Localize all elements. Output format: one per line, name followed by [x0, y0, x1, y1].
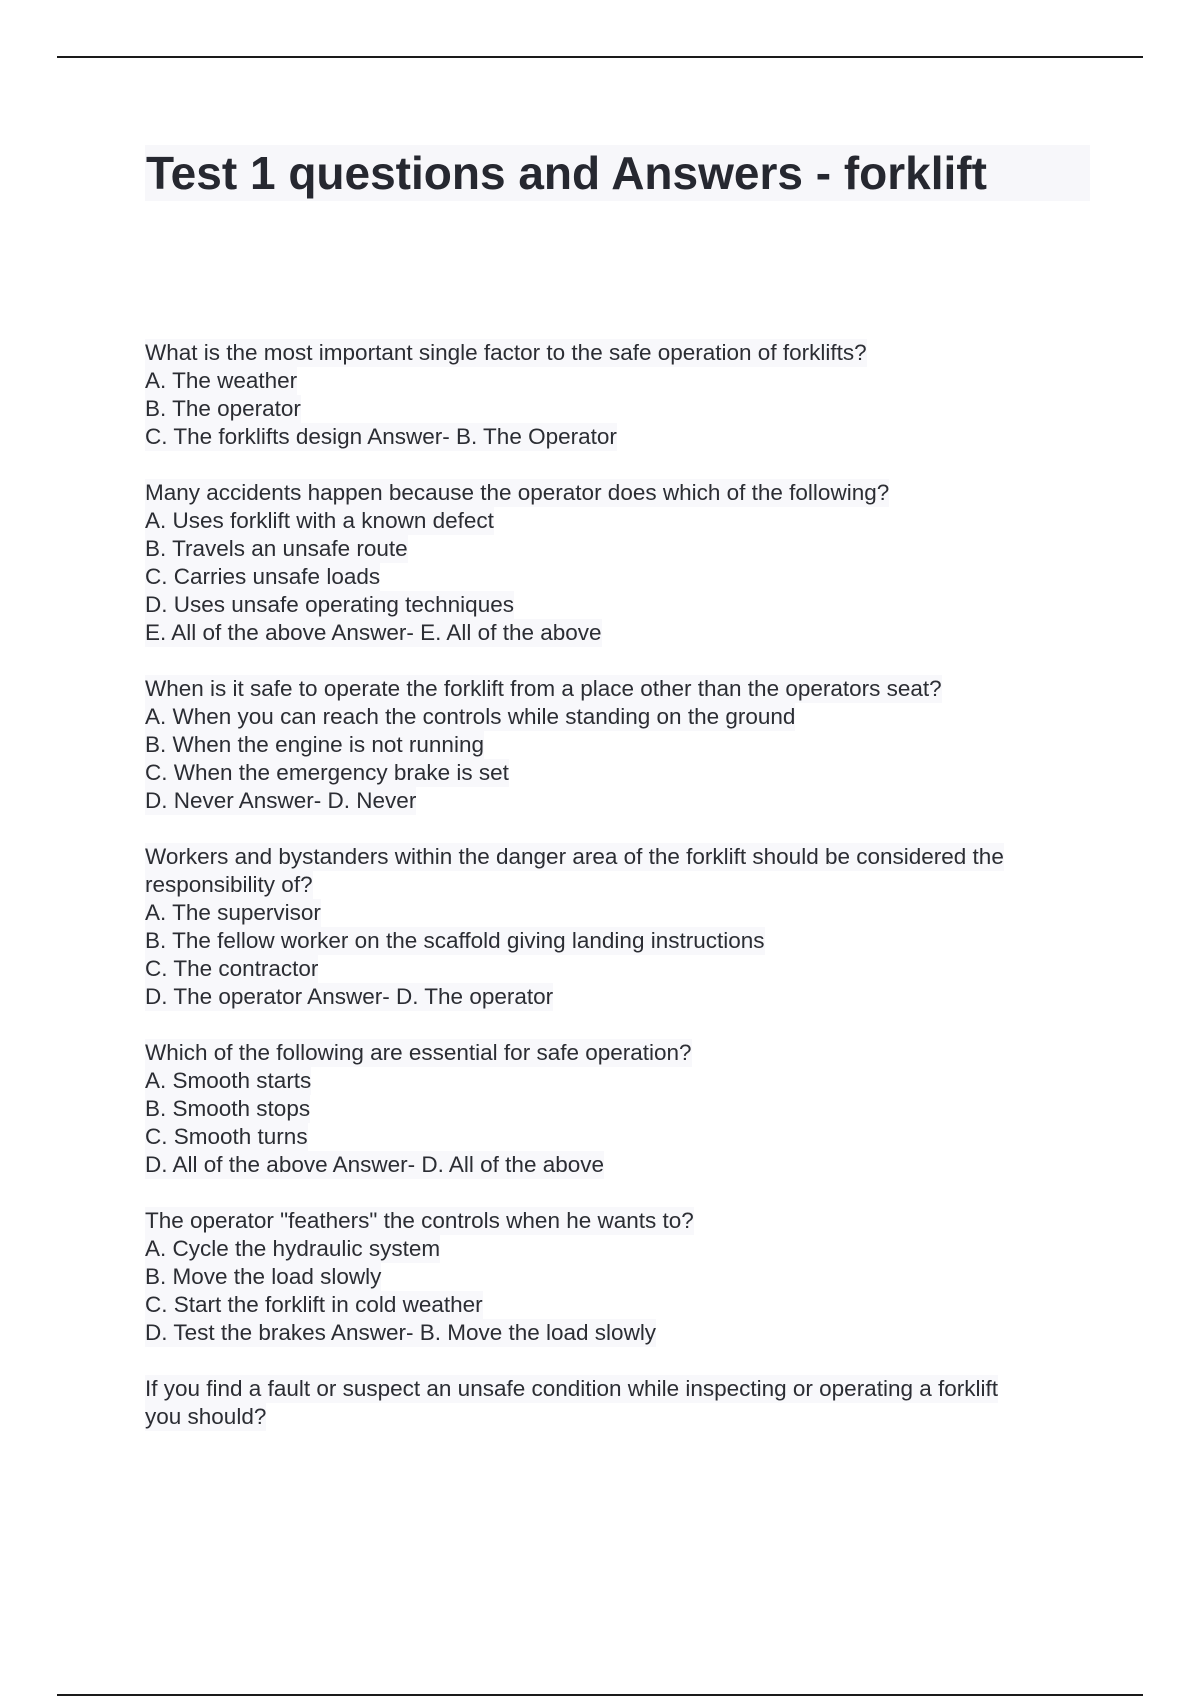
question-block: [145, 675, 1090, 815]
question-block: [145, 843, 1090, 1011]
question-text: If you find a fault or suspect an unsafe condition while inspecting or operating a forklift: [145, 1376, 999, 1401]
question-line: A. Cycle the hydraulic system: [145, 1236, 441, 1261]
document-page: [145, 145, 1090, 1429]
question-line: B. Travels an unsafe route: [145, 536, 408, 561]
question-text: Which of the following are essential for safe operation?: [145, 1040, 692, 1065]
question-block: [145, 339, 1090, 451]
question-line: D. Test the brakes Answer- B. Move the load slowly: [145, 1320, 657, 1345]
question-block: [145, 1375, 1090, 1431]
question-line: C. Carries unsafe loads: [145, 564, 381, 589]
question-line: D. The operator Answer- D. The operator: [145, 984, 554, 1009]
question-line: A. Smooth starts: [145, 1068, 312, 1093]
question-line: E. All of the above Answer- E. All of the above: [145, 620, 602, 645]
question-line: B. Smooth stops: [145, 1096, 311, 1121]
top-rule: [57, 56, 1143, 58]
question-line: responsibility of?: [145, 872, 313, 897]
question-text: When is it safe to operate the forklift from a place other than the operators seat?: [145, 676, 942, 701]
question-text: What is the most important single factor to the safe operation of forklifts?: [145, 340, 867, 365]
question-line: D. Never Answer- D. Never: [145, 788, 417, 813]
question-line: C. When the emergency brake is set: [145, 760, 509, 785]
question-line: A. The weather: [145, 368, 298, 393]
question-block: [145, 1039, 1090, 1179]
question-line: B. The fellow worker on the scaffold giving landing instructions: [145, 928, 765, 953]
question-line: C. The contractor: [145, 956, 319, 981]
question-line: B. Move the load slowly: [145, 1264, 382, 1289]
question-line: D. All of the above Answer- D. All of the above: [145, 1152, 605, 1177]
question-line: B. The operator: [145, 396, 301, 421]
question-line: C. The forklifts design Answer- B. The Operator: [145, 424, 617, 449]
question-line: A. The supervisor: [145, 900, 321, 925]
question-line: A. Uses forklift with a known defect: [145, 508, 494, 533]
question-line: D. Uses unsafe operating techniques: [145, 592, 514, 617]
question-line: you should?: [145, 1404, 267, 1429]
question-text: Many accidents happen because the operator does which of the following?: [145, 480, 890, 505]
question-line: C. Smooth turns: [145, 1124, 308, 1149]
question-block: [145, 479, 1090, 647]
document-title: Test 1 questions and Answers - forklift: [145, 145, 1090, 201]
question-line: C. Start the forklift in cold weather: [145, 1292, 483, 1317]
bottom-rule: [57, 1694, 1143, 1696]
question-text: Workers and bystanders within the danger area of the forklift should be considered the: [145, 844, 1004, 869]
question-block: [145, 1207, 1090, 1347]
question-line: A. When you can reach the controls while standing on the ground: [145, 704, 796, 729]
question-line: B. When the engine is not running: [145, 732, 484, 757]
question-list: [145, 339, 1090, 1459]
question-text: The operator "feathers" the controls when he wants to?: [145, 1208, 694, 1233]
